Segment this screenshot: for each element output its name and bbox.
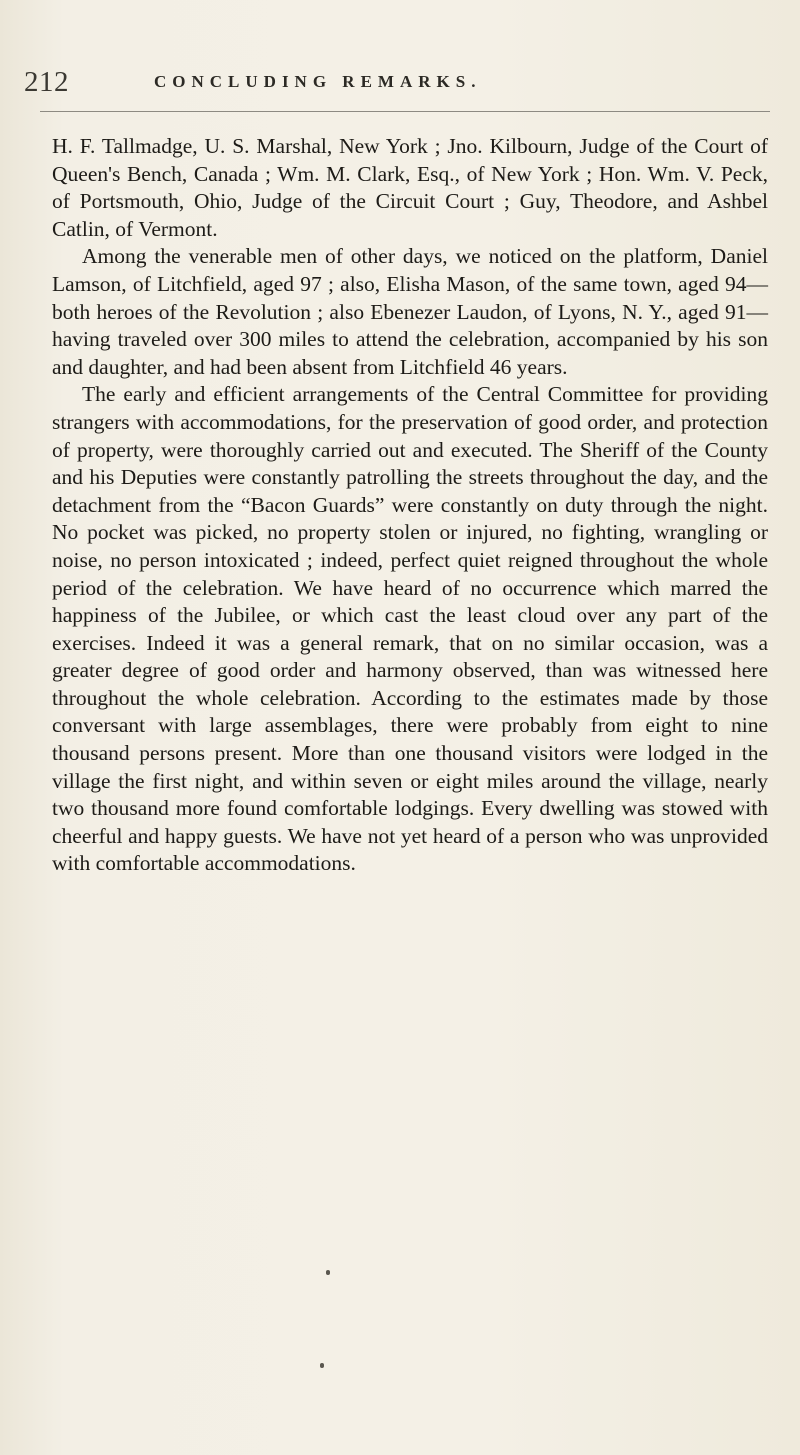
paragraph-arrangements: The early and efficient arrangements of the Central Committee for providing strangers with accommodations, for the preservation of good order, and protection of property, were thoroughly carried out and executed. The Sheriff of the County and his Deputies were constantly patrolling the streets throughout the day, and the detachment from the “Bacon Guards” were constantly on duty through the night. No pocket was picked, no property stolen or injured, no fighting, wrangling or noise, no person intoxicated ; indeed, perfect quiet reigned throughout the whole period of the celebration. We have heard of no occurrence which marred the happiness of the Jubilee, or which cast the least cloud over any part of the exercises. Indeed it was a general remark, that on no similar occasion, was a greater degree of good order and harmony observed, than was witnessed here throughout the whole celebration. According to the estimates made by those conversant with large assemblages, there were probably from eight to nine thousand persons present. More than one thousand visitors were lodged in the village the first night, and within seven or eight miles around the village, nearly two thousand more found comfortable lodgings. Every dwelling was stowed with cheerful and happy guests. We have not yet heard of a person who was unprovided with comfortable accommodations. <box>52 382 768 876</box>
header-rule <box>40 111 770 112</box>
page-number: 212 <box>24 66 69 98</box>
paragraph-venerable-men: Among the venerable men of other days, we noticed on the platform, Daniel Lamson, of Litchfield, aged 97 ; also, Elisha Mason, of the same town, aged 94—both heroes of the Revolution ; also Ebenezer Laudon, of Lyons, N. Y., aged 91—having traveled over 300 miles to attend the celebration, accompanied by his son and daughter, and had been absent from Litchfield 46 years. <box>52 244 768 379</box>
ink-speck <box>326 1270 330 1275</box>
body-text <box>52 133 768 878</box>
running-title: CONCLUDING REMARKS. <box>154 72 482 91</box>
paragraph-names-list: H. F. Tallmadge, U. S. Marshal, New York ; Jno. Kilbourn, Judge of the Court of Queen's Bench, Canada ; Wm. M. Clark, Esq., of New York ; Hon. Wm. V. Peck, of Portsmouth, Ohio, Judge of the Circuit Court ; Guy, Theodore, and Ashbel Catlin, of Vermont. <box>52 134 768 241</box>
ink-speck <box>320 1363 324 1368</box>
running-head <box>24 66 764 100</box>
